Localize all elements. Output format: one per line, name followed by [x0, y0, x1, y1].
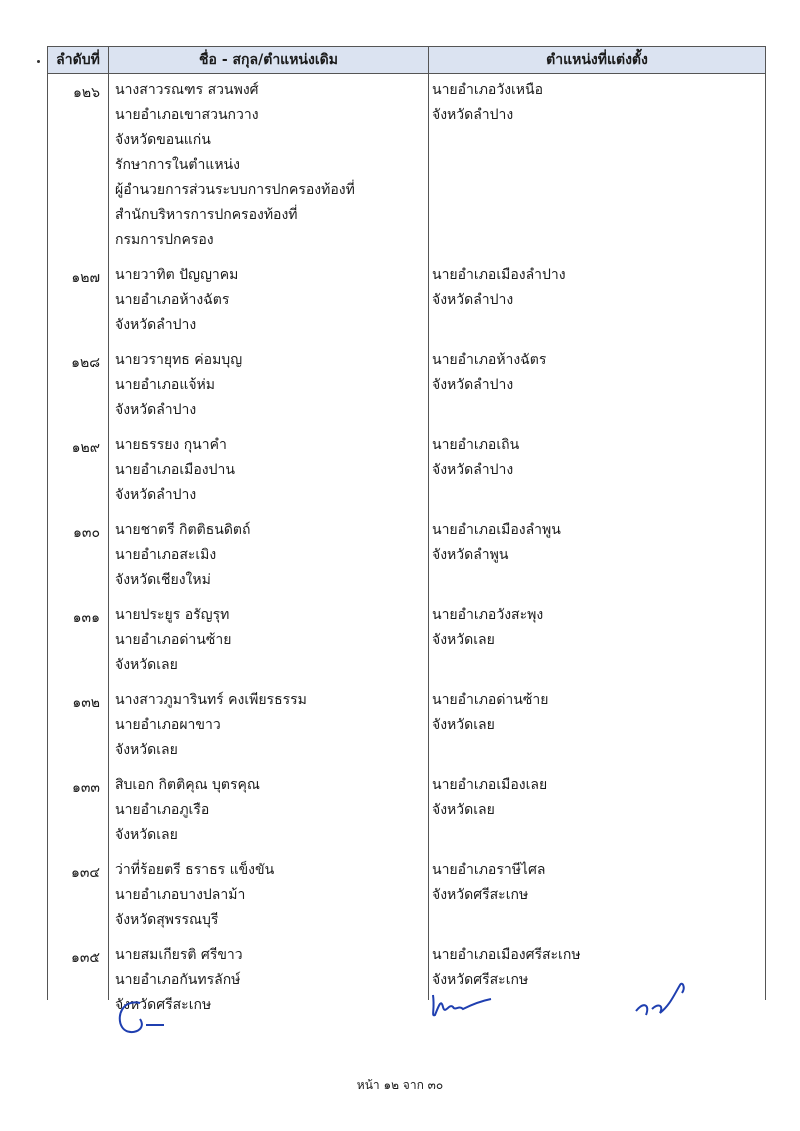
new-position-line: จังหวัดศรีสะเกษ — [432, 972, 529, 988]
old-position-cell — [115, 433, 425, 508]
table-row — [47, 429, 766, 514]
new-position-line: นายอำเภอวังสะพุง — [432, 607, 544, 623]
old-position-cell — [115, 518, 425, 593]
new-position-line: นายอำเภอราษีไศล — [432, 862, 546, 878]
new-position-cell — [432, 433, 762, 483]
header-new-position: ตำแหน่งที่แต่งตั้ง — [546, 52, 648, 68]
new-position-cell — [432, 263, 762, 313]
old-position-line: นายอำเภอสะเมิง — [115, 547, 217, 563]
table-row — [47, 854, 766, 939]
table-row — [47, 259, 766, 344]
new-position-line: จังหวัดลำปาง — [432, 462, 514, 478]
header-number: ลำดับที่ — [48, 47, 109, 73]
old-position-line: นายอำเภอกันทรลักษ์ — [115, 972, 241, 988]
new-position-line: นายอำเภอเมืองลำพูน — [432, 522, 561, 538]
new-position-line: จังหวัดลำปาง — [432, 377, 514, 393]
old-position-line: สำนักบริหารการปกครองท้องที่ — [115, 207, 298, 223]
old-position-line: นายธรรยง กุนาคำ — [115, 437, 227, 453]
old-position-line: จังหวัดเลย — [115, 742, 178, 758]
old-position-line: จังหวัดเลย — [115, 657, 178, 673]
old-position-line: นายวาทิต ปัญญาคม — [115, 267, 239, 283]
new-position-line: จังหวัดลำปาง — [432, 107, 514, 123]
new-position-cell — [432, 78, 762, 128]
old-position-cell — [115, 858, 425, 933]
old-position-cell — [115, 78, 425, 253]
row-number: ๑๓๓ — [71, 780, 100, 796]
page-number: หน้า ๑๒ จาก ๓๐ — [356, 1078, 444, 1092]
old-position-cell — [115, 603, 425, 678]
old-position-line: นายอำเภอแจ้ห่ม — [115, 377, 216, 393]
table-row — [47, 684, 766, 769]
old-position-line: ว่าที่ร้อยตรี ธราธร แข็งขัน — [115, 862, 275, 878]
old-position-cell — [115, 688, 425, 763]
new-position-cell — [432, 518, 762, 568]
old-position-line: นายอำเภอเขาสวนกวาง — [115, 107, 259, 123]
row-number: ๑๓๒ — [72, 695, 100, 711]
old-position-line: จังหวัดเชียงใหม่ — [115, 572, 211, 588]
table-row — [47, 514, 766, 599]
old-position-line: จังหวัดลำปาง — [115, 402, 197, 418]
row-number: ๑๒๙ — [71, 440, 100, 456]
table-row — [47, 599, 766, 684]
old-position-line: จังหวัดศรีสะเกษ — [115, 997, 212, 1013]
new-position-line: จังหวัดลำปาง — [432, 292, 514, 308]
new-position-line: จังหวัดเลย — [432, 802, 495, 818]
new-position-cell — [432, 603, 762, 653]
old-position-line: นางสาวภูมารินทร์ คงเพียรธรรม — [115, 692, 307, 708]
new-position-line: จังหวัดเลย — [432, 717, 495, 733]
new-position-line: นายอำเภอห้างฉัตร — [432, 352, 547, 368]
table-header — [47, 46, 766, 74]
new-position-cell — [432, 688, 762, 738]
row-number: ๑๓๕ — [70, 950, 100, 966]
old-position-line: นายประยูร อรัญรุท — [115, 607, 230, 623]
new-position-line: นายอำเภอเมืองเลย — [432, 777, 548, 793]
new-position-cell — [432, 858, 762, 908]
old-position-line: นายอำเภอภูเรือ — [115, 802, 210, 818]
old-position-line: นายสมเกียรติ ศรีขาว — [115, 947, 243, 963]
old-position-line: นายวรายุทธ ค่อมบุญ — [115, 352, 243, 368]
old-position-cell — [115, 263, 425, 338]
old-position-line: จังหวัดเลย — [115, 827, 178, 843]
new-position-cell — [432, 348, 762, 398]
signature-right — [630, 975, 700, 1025]
row-number: ๑๒๗ — [71, 270, 100, 286]
old-position-cell — [115, 773, 425, 848]
old-position-line: จังหวัดขอนแก่น — [115, 132, 211, 148]
new-position-line: จังหวัดลำพูน — [432, 547, 509, 563]
old-position-line: นายอำเภอห้างฉัตร — [115, 292, 230, 308]
new-position-line: จังหวัดเลย — [432, 632, 495, 648]
table-row — [47, 769, 766, 854]
signature-left — [110, 995, 170, 1040]
scan-speck — [37, 60, 40, 63]
new-position-line: นายอำเภอเถิน — [432, 437, 520, 453]
signature-middle — [425, 985, 495, 1025]
old-position-line: สิบเอก กิตติคุณ บุตรคุณ — [115, 777, 260, 793]
table-row — [47, 74, 766, 259]
new-position-line: นายอำเภอวังเหนือ — [432, 82, 544, 98]
row-number: ๑๓๔ — [70, 865, 100, 881]
row-number: ๑๓๑ — [72, 610, 100, 626]
new-position-line: นายอำเภอเมืองศรีสะเกษ — [432, 947, 581, 963]
new-position-cell — [432, 773, 762, 823]
row-number: ๑๒๘ — [71, 355, 100, 371]
old-position-line: นายอำเภอเมืองปาน — [115, 462, 235, 478]
table-row — [47, 344, 766, 429]
old-position-cell — [115, 348, 425, 423]
new-position-line: จังหวัดศรีสะเกษ — [432, 887, 529, 903]
old-position-line: จังหวัดลำปาง — [115, 487, 197, 503]
new-position-line: นายอำเภอเมืองลำปาง — [432, 267, 566, 283]
old-position-line: นายอำเภอด่านซ้าย — [115, 632, 232, 648]
old-position-line: นางสาวรณฑร สวนพงศ์ — [115, 82, 259, 98]
row-number: ๑๒๖ — [72, 85, 100, 101]
old-position-line: นายอำเภอบางปลาม้า — [115, 887, 246, 903]
old-position-line: กรมการปกครอง — [115, 232, 214, 248]
row-number: ๑๓๐ — [72, 525, 100, 541]
header-old-position: ชื่อ - สกุล/ตำแหน่งเดิม — [109, 47, 429, 73]
old-position-line: นายชาตรี กิตติธนดิตถ์ — [115, 522, 251, 538]
new-position-line: นายอำเภอด่านซ้าย — [432, 692, 549, 708]
old-position-line: จังหวัดสุพรรณบุรี — [115, 912, 219, 928]
old-position-line: นายอำเภอผาขาว — [115, 717, 221, 733]
old-position-line: รักษาการในตำแหน่ง — [115, 157, 240, 173]
old-position-line: จังหวัดลำปาง — [115, 317, 197, 333]
old-position-line: ผู้อำนวยการส่วนระบบการปกครองท้องที่ — [115, 182, 355, 198]
table-body — [47, 74, 766, 1024]
